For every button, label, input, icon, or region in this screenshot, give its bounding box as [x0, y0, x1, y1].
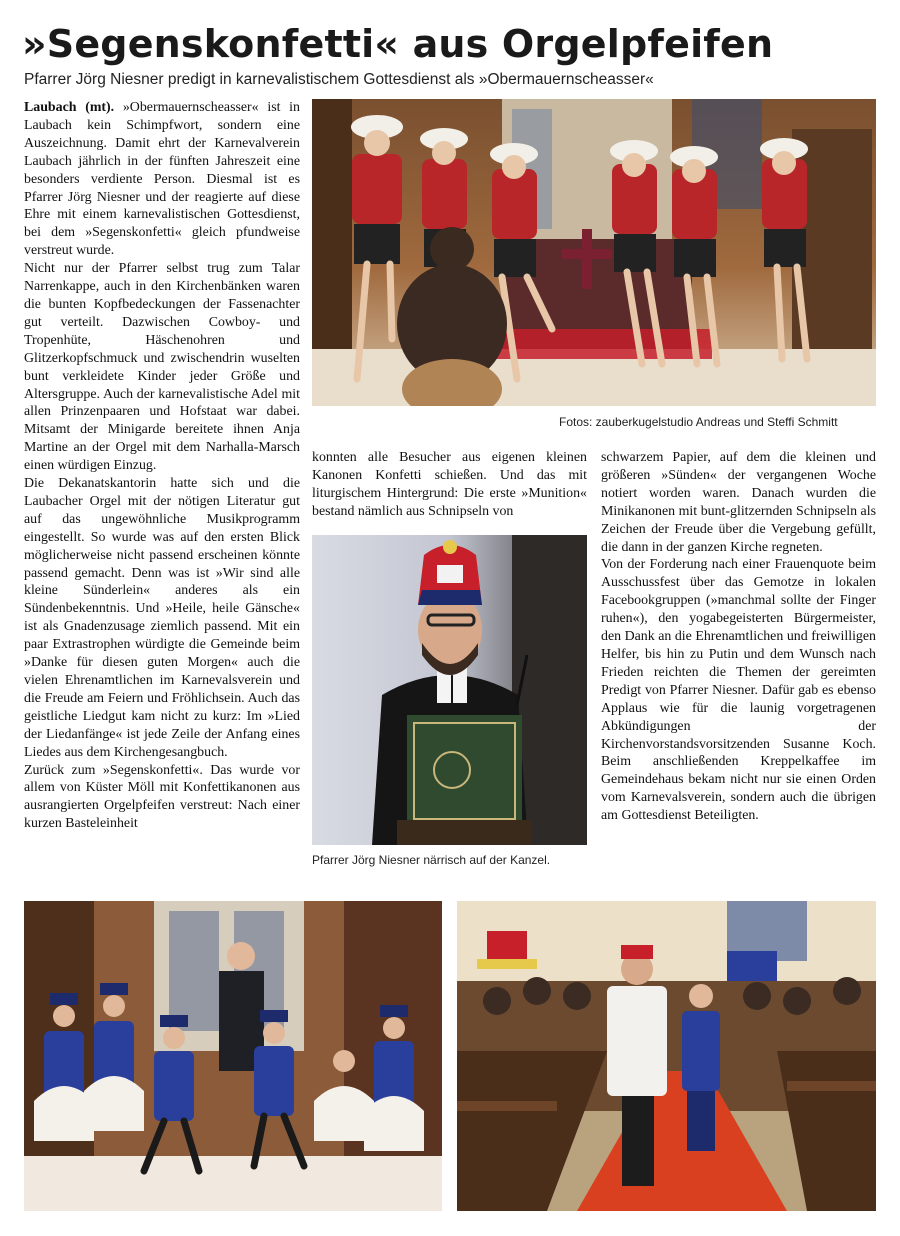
article-column-2 — [312, 449, 587, 539]
headline: »Segenskonfetti« aus Orgelpfeifen — [22, 22, 774, 66]
procession-image — [457, 901, 876, 1211]
garde-dancers-image — [24, 901, 442, 1211]
paragraph: konnten alle Besucher aus eigenen kleinen Kanonen Konfetti schießen. Und das mit liturgischem Hintergrund: Die erste »Munition« bestand nämlich aus Schnipseln von — [312, 450, 587, 519]
article-column-3 — [601, 449, 876, 874]
paragraph: schwarzem Papier, auf dem die kleinen und größeren »Sünden« der vergangenen Woche notiert worden waren. Danach wurden die Minikanonen mit bunt-glitzernden Schnipseln als Zeichen der Freude über die Vergebung gefüllt, die dann in der ganzen Kirche regneten. — [601, 450, 876, 555]
photo-dancing-girls — [312, 99, 876, 406]
paragraph: Von der Forderung nach einer Frauenquote beim Ausschussfest über das Gemotze in lokalen Facebookgruppen (»manchmal sollte der Finger ruhen«), den yogabegeisterten Bürgermeister, den Dank an die Ehrenamtlichen und freiwilligen Helfer, bis hin zu Putin und dem Wunsch nach Frieden reichten die Themen der gereimten Predigt von Pfarrer Niesner. Dafür gab es ebenso Applaus wie für die launig vorgetragenen Abkündigungen der Kirchenvorstandsvorsitzenden Susanne Koch. Beim anschließenden Kreppelkaffee im Gemeindehaus bekam nicht nur sie einen Orden vom Karnevalsverein, sondern auch die übrigen am Gottesdienst Beteiligten. — [601, 557, 876, 824]
dancing-girls-image — [312, 99, 876, 406]
photo-procession — [457, 901, 876, 1211]
photo-credit: Fotos: zauberkugelstudio Andreas und Steffi Schmitt — [559, 415, 838, 429]
paragraph: Nicht nur der Pfarrer selbst trug zum Talar Narrenkappe, auch in den Kirchenbänken waren die bunten Kopfbedeckungen der Fassenachter gut verteilt. Dazwischen Cowboy- und Tropenhüte, Häschenohren und Glitzerkopfschmuck und zwischendrin wuselten bunt verkleidete Kinder jeder Größe und Altersgruppe. Auch der karnevalistische Adel mit allen Prinzenpaaren und Hofstaat war dabei. Mitsamt der Minigarde bereitete ihnen Anja Martine an der Orgel mit dem Narhalla-Marsch einen würdigen Einzug. — [24, 261, 300, 474]
photo-garde-dancers — [24, 901, 442, 1211]
paragraph — [24, 99, 300, 260]
pastor-pulpit-image — [312, 535, 587, 845]
subheadline: Pfarrer Jörg Niesner predigt in karnevalistischem Gottesdienst als »Obermauernscheasser« — [24, 71, 654, 88]
dateline: Laubach (mt). — [24, 100, 115, 115]
paragraph-text: »Obermauernscheasser« ist in Laubach kein Schimpfwort, sondern eine Auszeichnung. Damit ehrt der Karnevalverein Laubach jährlich in der fünften Jahreszeit eine besonders verdiente Person. Diesmal ist es Pfarrer Jörg Niesner und der reagierte auf diese Ehre mit einem karnevalistischen Gottesdienst, bei dem »Segenskonfetti« gleich pfundweise verstreut wurde. — [24, 100, 300, 259]
article-column-1 — [24, 99, 300, 869]
pastor-caption: Pfarrer Jörg Niesner närrisch auf der Kanzel. — [312, 853, 551, 867]
photo-pastor-pulpit — [312, 535, 587, 845]
paragraph: Die Dekanatskantorin hatte sich und die Laubacher Orgel mit der nötigen Literatur gut auf das ungewöhnliche Musikprogramm eingestellt. So wurde was auf den ersten Blick möglicherweise nicht passend erscheinen könnte passend gemacht. Denn was ist »Wir sind alle kleine Sünderlein« anderes als ein Sündenbekenntnis. Und »Heile, heile Gänsche« ist als Gnadenzusage ziemlich passend. Mit ein paar Extrastrophen würdigte die Gemeinde beim »Danke für diesen guten Morgen« auch die vielen Ehrenamtlichen im Karnevalsverein und die Freude am Feiern und Fröhlichsein. Auch das geistliche Liedgut kam nicht zu kurz: Im »Lied der Liedanfänge« ist jede Zeile der Anfang eines Liedes aus dem Kirchengesangbuch. — [24, 476, 300, 760]
paragraph: Zurück zum »Segenskonfetti«. Das wurde vor allem von Küster Möll mit Konfettikanonen aus ausrangierten Orgelpfeifen verstreut: Nach einer kurzen Basteleinheit — [24, 762, 300, 832]
